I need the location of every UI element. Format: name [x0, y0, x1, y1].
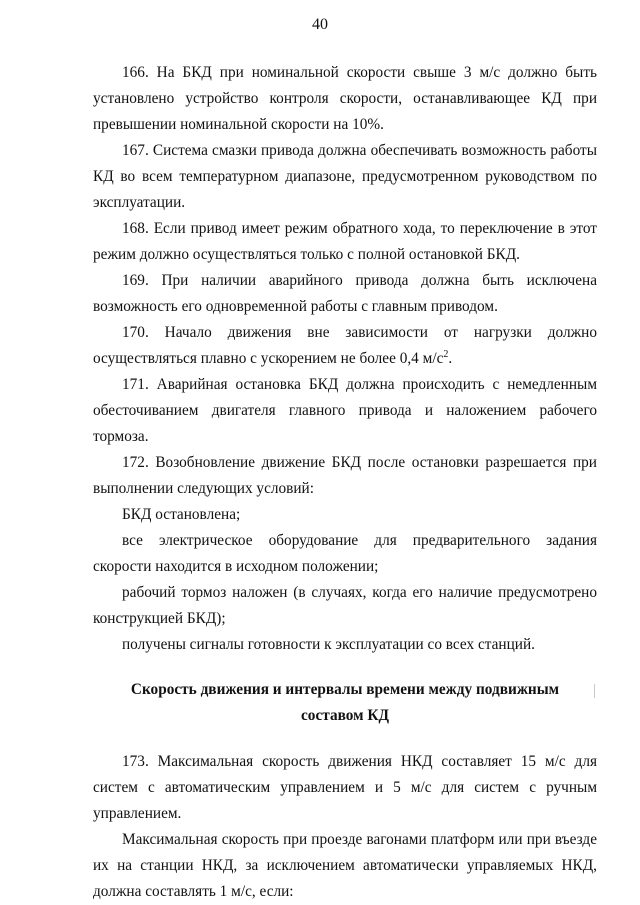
paragraph-170-text: 170. Начало движения вне зависимости от нагрузки должно осуществляться плавно с ускорением не более 0,4 м/с	[93, 324, 597, 367]
scan-mark	[594, 684, 595, 698]
condition-item: БКД остановлена;	[122, 506, 241, 523]
section-heading	[93, 677, 597, 729]
paragraph-173: 173. Максимальная скорость движения НКД составляет 15 м/с для систем с автоматическим управлением и 5 м/с для систем с ручным управлением.	[93, 753, 597, 822]
paragraph-170	[93, 320, 597, 372]
condition-item: все электрическое оборудование для предварительного задания скорости находится в исходном положении;	[93, 532, 597, 575]
paragraph-171: 171. Аварийная остановка БКД должна происходить с немедленным обесточиванием двигателя главного привода и наложением рабочего тормоза.	[93, 376, 597, 445]
paragraph-166: 166. На БКД при номинальной скорости свыше 3 м/с должно быть установлено устройство контроля скорости, останавливающее КД при превышении номинальной скорости на 10%.	[93, 64, 597, 133]
paragraph-173-continued: Максимальная скорость при проезде вагонами платформ или при въезде их на станции НКД, за исключением автоматически управляемых НКД, должна составлять 1 м/с, если:	[93, 831, 597, 900]
body-text	[93, 60, 597, 905]
paragraph-167: 167. Система смазки привода должна обеспечивать возможность работы КД во всем температурном диапазоне, предусмотренном руководством по эксплуатации.	[93, 142, 597, 211]
paragraph-169: 169. При наличии аварийного привода должна быть исключена возможность его одновременной работы с главным приводом.	[93, 272, 597, 315]
condition-item: получены сигналы готовности к эксплуатации со всех станций.	[122, 636, 535, 653]
paragraph-170-superscript: 2	[443, 348, 449, 360]
page-number: 40	[312, 16, 328, 33]
paragraph-172: 172. Возобновление движение БКД после остановки разрешается при выполнении следующих условий:	[93, 454, 597, 497]
paragraph-168: 168. Если привод имеет режим обратного хода, то переключение в этот режим должно осуществляться только с полной остановкой БКД.	[93, 220, 597, 263]
section-heading-line-1: Скорость движения и интервалы времени между подвижным	[130, 681, 560, 698]
paragraph-170-tail: .	[448, 350, 453, 367]
section-heading-line-2: составом КД	[301, 707, 389, 724]
condition-item: рабочий тормоз наложен (в случаях, когда его наличие предусмотрено конструкцией БКД);	[93, 584, 597, 627]
